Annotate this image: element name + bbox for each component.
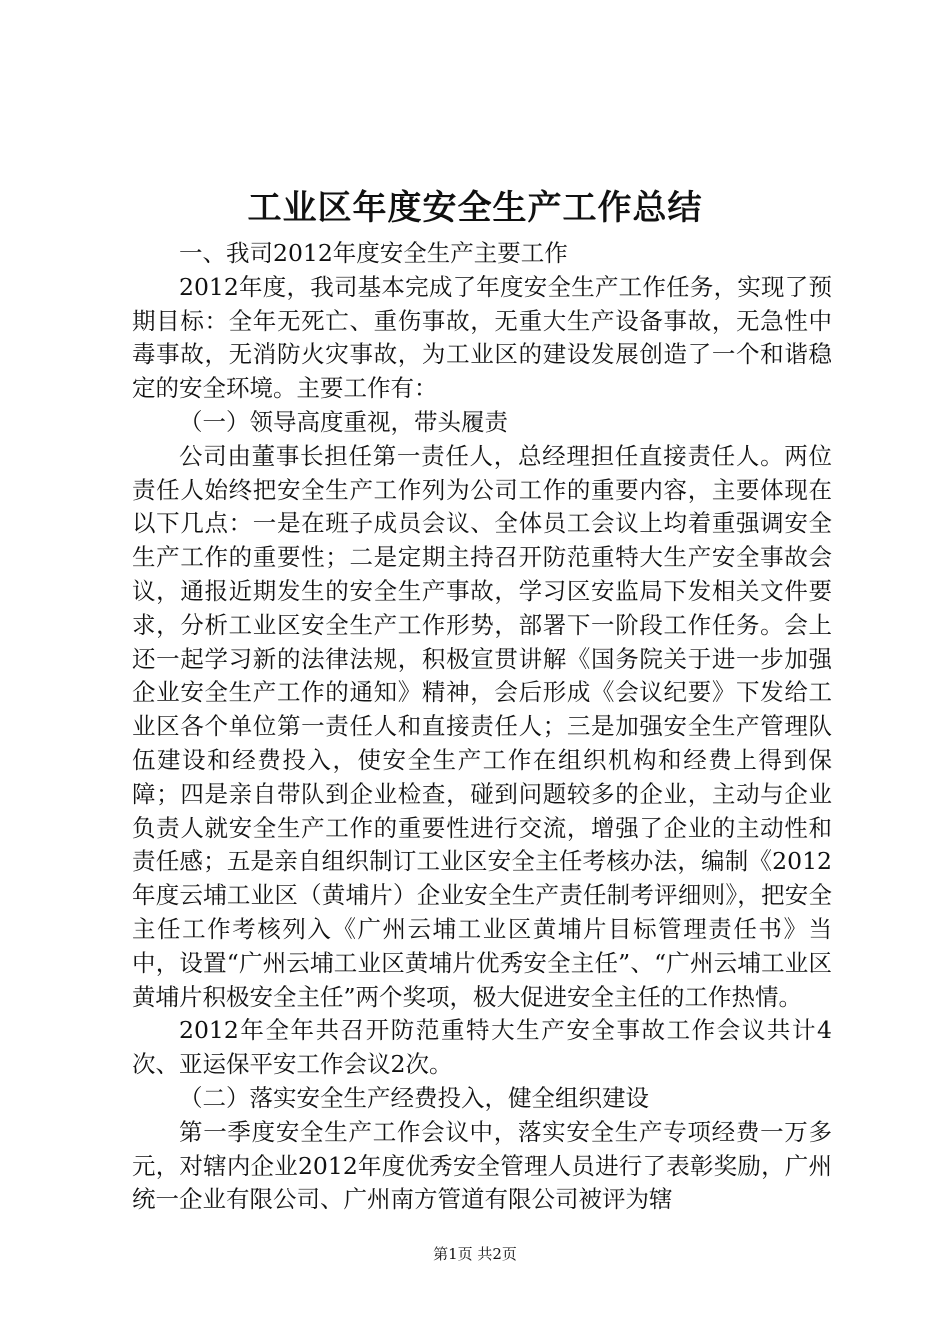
paragraph-leadership: 公司由董事长担任第一责任人，总经理担任直接责任人。两位责任人始终把安全生产工作列为公司工作的重要内容，主要体现在以下几点：一是在班子成员会议、全体员工会议上均着重强调安全生产工作的重要性；二是定期主持召开防范重特大生产安全事故会议，通报近期发生的安全生产事故，学习区安监局下发相关文件要求，分析工业区安全生产工作形势，部署下一阶段工作任务。会上还一起学习新的法律法规，积极宣贯讲解《国务院关于进一步加强企业安全生产工作的通知》精神，会后形成《会议纪要》下发给工业区各个单位第一责任人和直接责任人；三是加强安全生产管理队伍建设和经费投入，使安全生产工作在组织机构和经费上得到保障；四是亲自带队到企业检查，碰到问题较多的企业，主动与企业负责人就安全生产工作的重要性进行交流，增强了企业的主动性和责任感；五是亲自组织制订工业区安全主任考核办法，编制《2012年度云埔工业区（黄埔片）企业安全生产责任制考评细则》，把安全主任工作考核列入《广州云埔工业区黄埔片目标管理责任书》当中，设置“广州云埔工业区黄埔片优秀安全主任”、“广州云埔工业区黄埔片积极安全主任”两个奖项，极大促进安全主任的工作热情。 bbox=[132, 441, 832, 1011]
paragraph-meetings: 2012年全年共召开防范重特大生产安全事故工作会议共计4次、亚运保平安工作会议2次。 bbox=[132, 1016, 832, 1079]
page-footer: 第1页 共2页 bbox=[433, 1245, 517, 1263]
subsection-heading-2: （二）落实安全生产经费投入，健全组织建设 bbox=[179, 1083, 649, 1112]
document-body bbox=[132, 237, 832, 1217]
document-title: 工业区年度安全生产工作总结 bbox=[247, 188, 703, 228]
paragraph-intro: 2012年度，我司基本完成了年度安全生产工作任务，实现了预期目标：全年无死亡、重伤事故，无重大生产设备事故，无急性中毒事故，无消防火灾事故，为工业区的建设发展创造了一个和谐稳定的安全环境。主要工作有： bbox=[132, 272, 832, 403]
section-heading-1: 一、我司2012年度安全生产主要工作 bbox=[179, 239, 568, 267]
paragraph-funding: 第一季度安全生产工作会议中，落实安全生产专项经费一万多元，对辖内企业2012年度优秀安全管理人员进行了表彰奖励，广州统一企业有限公司、广州南方管道有限公司被评为辖 bbox=[132, 1117, 832, 1214]
subsection-heading-1: （一）领导高度重视，带头履责 bbox=[179, 407, 508, 436]
